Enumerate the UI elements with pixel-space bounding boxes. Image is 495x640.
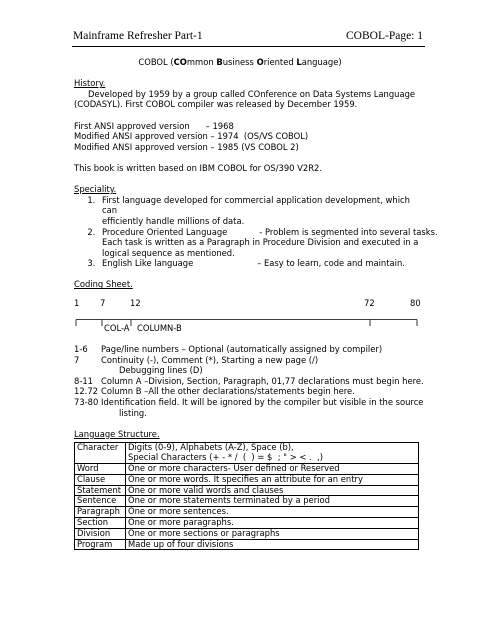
- document-title: COBOL (COmmon Business Oriented Language): [138, 57, 342, 67]
- coding-sheet-diagram: [74, 298, 419, 338]
- definition-row: 7 Continuity (-), Comment (*), Starting a new page (/): [74, 354, 319, 365]
- table-row: Division One or more sections or paragraphs: [75, 528, 419, 539]
- version-line: First ANSI approved version – 1968: [74, 120, 234, 131]
- list-item: 1. First language developed for commercial application development, which can efficiently handle millions of data.: [98, 195, 424, 227]
- list-item: 2. Procedure Oriented Language - Problem is segmented into several tasks. Each task is written as a Paragraph in Procedure Division and executed in a logical sequence as mentioned.: [98, 227, 424, 259]
- table-row: Statement One or more valid words and clauses: [75, 485, 419, 496]
- page-header-number: COBOL-Page: 1: [346, 30, 423, 42]
- version-line: Modified ANSI approved version – 1974 (OS/VS COBOL): [74, 131, 309, 142]
- column-number: 80: [410, 298, 421, 309]
- column-number: 7: [100, 298, 106, 309]
- section-heading-coding-sheet: Coding Sheet.: [74, 279, 133, 290]
- speciality-list: [74, 194, 438, 269]
- section-heading-speciality: Speciality.: [74, 184, 117, 195]
- table-row: Sentence One or more statements terminated by a period: [75, 496, 419, 507]
- table-row: Word One or more characters- User defined or Reserved: [75, 464, 419, 475]
- table-row: Character Digits (0-9), Alphabets (A-Z), Space (b), Special Characters (+ - * / ( ) = $ ; " > < . ,): [75, 443, 419, 464]
- definition-row: Debugging lines (D): [119, 365, 203, 376]
- list-item: 3. English Like language – Easy to learn, code and maintain.: [98, 258, 424, 269]
- document-body: [74, 57, 438, 550]
- section-heading-language-structure: Language Structure.: [74, 428, 160, 439]
- definition-row: 12.72 Column B –All the other declarations/statements begin here.: [74, 386, 355, 397]
- table-row: Clause One or more words. It specifies an attribute for an entry: [75, 474, 419, 485]
- page-header-title: Mainframe Refresher Part-1: [73, 30, 203, 42]
- column-definitions: [74, 344, 424, 418]
- table-row: Paragraph One or more sentences.: [75, 507, 419, 518]
- column-number: 1: [74, 298, 80, 309]
- language-structure-table: [74, 442, 419, 550]
- history-paragraph-line: Developed by 1959 by a group called COnference on Data Systems Language: [88, 88, 416, 99]
- table-row: Program Made up of four divisions: [75, 539, 419, 550]
- table-row: Section One or more paragraphs.: [75, 517, 419, 528]
- history-paragraph-line: (CODASYL). First COBOL compiler was released by December 1959.: [74, 99, 358, 110]
- column-a-label: COL-A: [104, 323, 130, 334]
- definition-row: 8-11 Column A –Division, Section, Paragraph, 01,77 declarations must begin here.: [74, 375, 424, 386]
- section-heading-history: History.: [74, 78, 106, 89]
- column-b-label: COLUMN-B: [137, 323, 182, 334]
- definition-row: 73-80 Identification field. It will be ignored by the compiler but visible in the source: [74, 397, 424, 408]
- basis-note: This book is written based on IBM COBOL for OS/390 V2R2.: [74, 162, 323, 173]
- header-divider: [72, 46, 425, 47]
- column-number: 12: [130, 298, 141, 309]
- definition-row: 1-6 Page/line numbers – Optional (automatically assigned by compiler): [74, 344, 383, 355]
- version-line: Modified ANSI approved version – 1985 (VS COBOL 2): [74, 141, 299, 152]
- definition-row: listing.: [119, 407, 147, 418]
- column-number: 72: [364, 298, 375, 309]
